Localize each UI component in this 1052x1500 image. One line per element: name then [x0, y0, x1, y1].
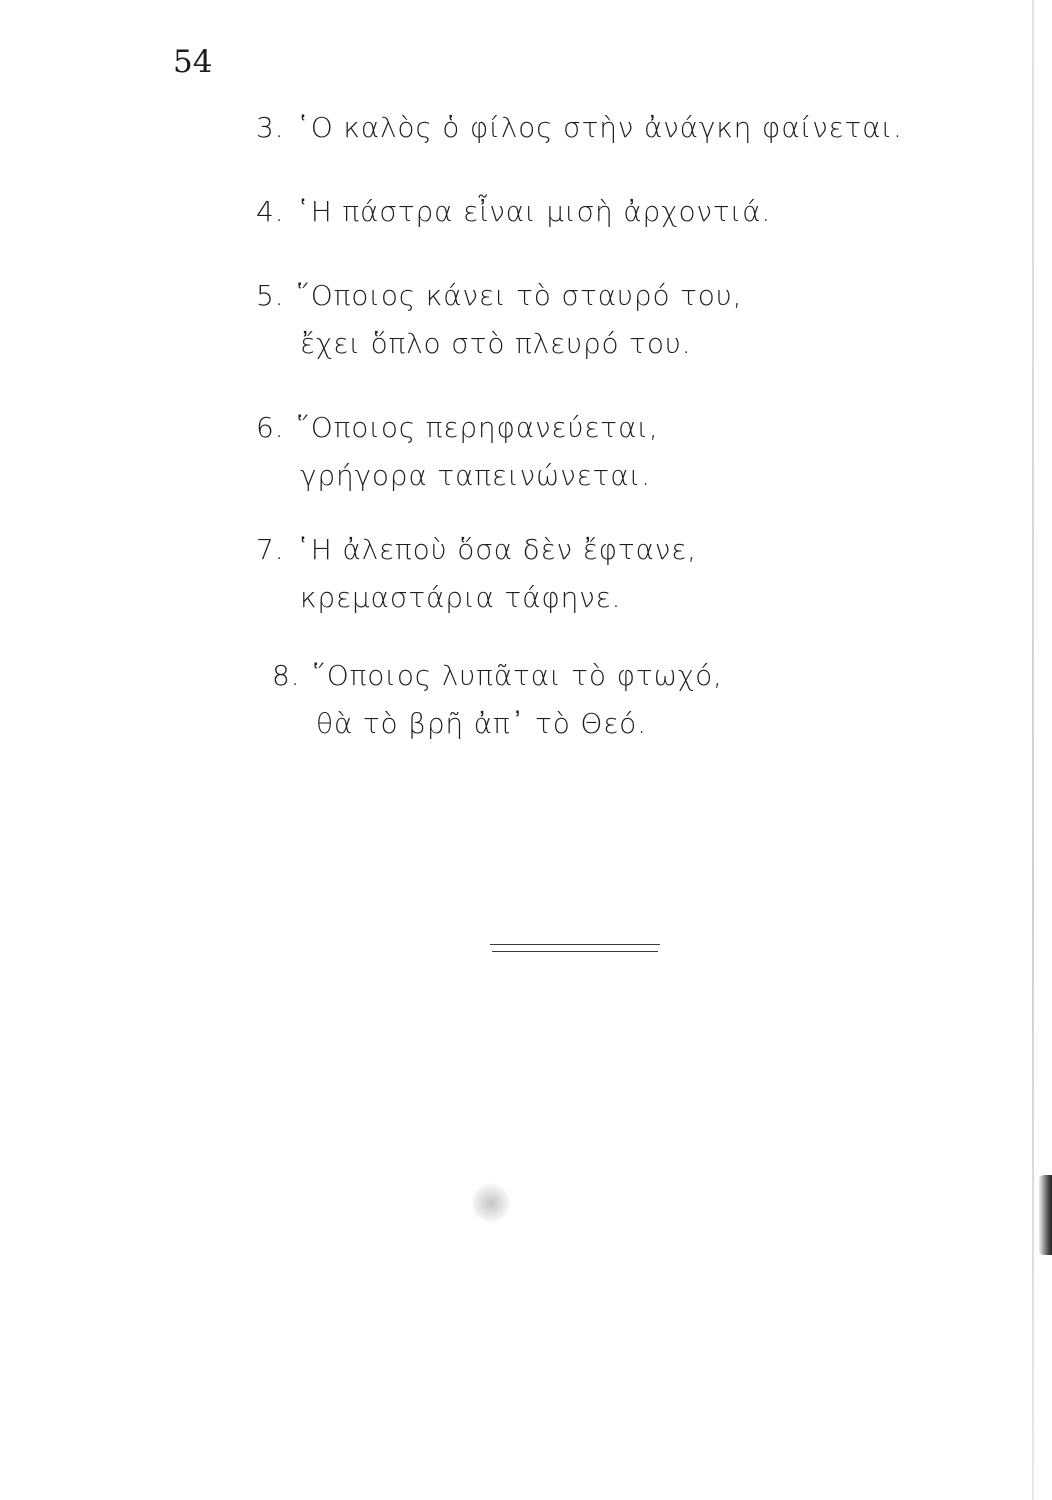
proverb-text: ῾Η πάστρα εἶναι μισὴ ἀρχοντιά.	[296, 195, 772, 228]
proverb-continuation: ἔχει ὅπλο στὸ πλευρό του.	[300, 327, 692, 360]
paper-stain	[472, 1183, 510, 1223]
proverb-number: 7.	[256, 533, 285, 566]
proverb-text: ῞Οποιος κάνει τὸ σταυρό του,	[296, 279, 743, 312]
proverb-continuation: θὰ τὸ βρῆ ἀπ᾿ τὸ Θεό.	[316, 707, 647, 740]
binding-edge-mark	[1038, 1175, 1052, 1255]
proverb-continuation: γρήγορα ταπεινώνεται.	[300, 459, 651, 492]
proverb-number: 5.	[256, 279, 285, 312]
proverb-6	[256, 404, 659, 500]
proverb-text: ῞Οποιος περηφανεύεται,	[296, 411, 659, 444]
proverb-text: ῞Οποιος λυπᾶται τὸ φτωχό,	[312, 659, 723, 692]
proverb-7	[256, 526, 697, 622]
proverb-line	[272, 652, 723, 700]
proverb-5	[256, 272, 742, 368]
proverb-line	[256, 104, 903, 152]
section-end-rule	[490, 944, 660, 945]
proverb-number: 8.	[272, 659, 301, 692]
proverb-line	[256, 526, 697, 574]
proverb-4	[256, 188, 771, 236]
proverb-8	[272, 652, 723, 748]
proverb-line	[256, 188, 771, 236]
page-number: 54	[173, 44, 213, 80]
proverb-continuation: κρεμαστάρια τάφηνε.	[300, 581, 622, 614]
proverb-text: ῾Η ἀλεποὺ ὅσα δὲν ἔφτανε,	[296, 533, 697, 566]
proverb-number: 6.	[256, 411, 285, 444]
section-end-rule	[492, 951, 658, 952]
proverb-number: 3.	[256, 111, 285, 144]
proverb-line	[256, 404, 659, 452]
proverb-number: 4.	[256, 195, 285, 228]
proverb-line	[256, 272, 742, 320]
page-edge-shadow	[1032, 0, 1034, 1500]
proverb-text: ῾Ο καλὸς ὁ φίλος στὴν ἀνάγκη φαίνεται.	[296, 111, 903, 144]
proverb-3	[256, 104, 903, 152]
